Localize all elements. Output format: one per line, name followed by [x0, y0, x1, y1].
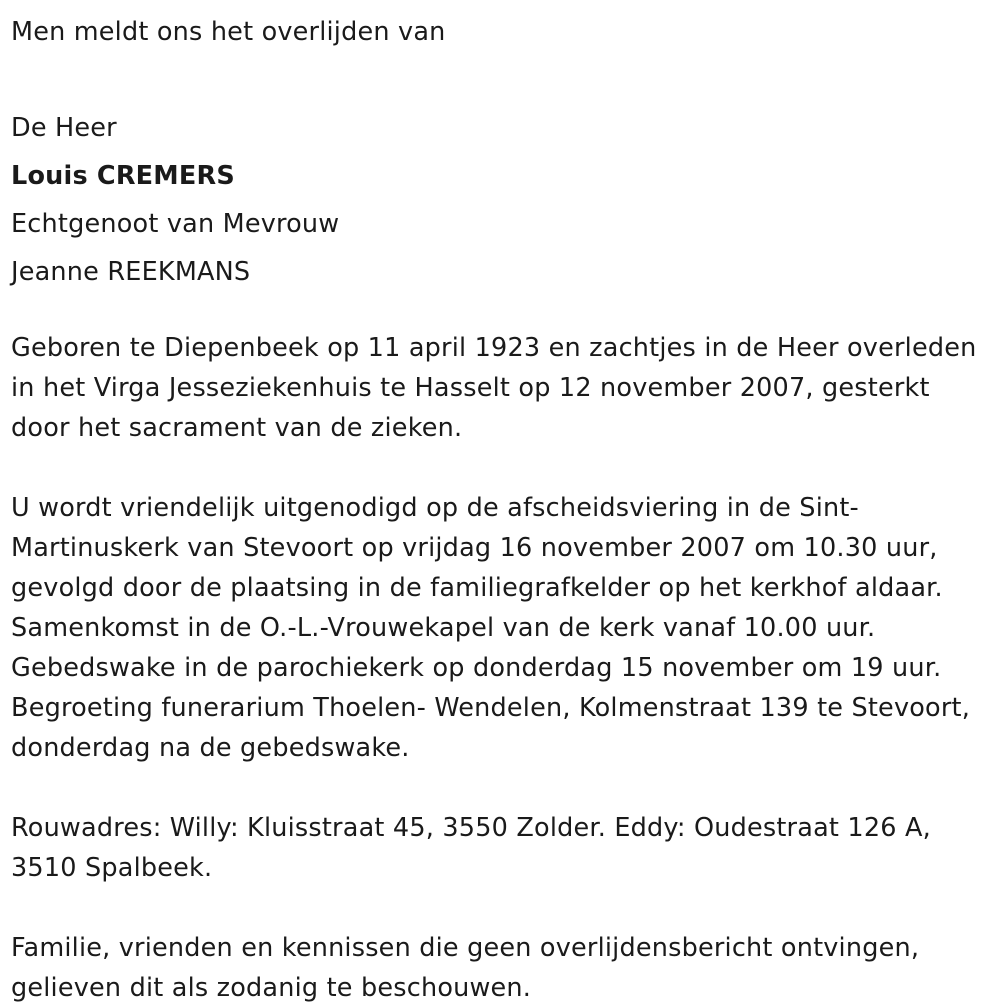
deceased-title: De Heer: [11, 113, 117, 143]
spouse-label: Echtgenoot van Mevrouw: [11, 209, 340, 239]
spacer: [11, 448, 991, 488]
spacer: [11, 56, 991, 104]
ceremony-paragraph: U wordt vriendelijk uitgenodigd op de afscheidsviering in de Sint-Martinuskerk van Stevoort op vrijdag 16 november 2007 om 10.30 uur, gevolgd door de plaatsing in de familiegrafkelder op het kerkhof aldaar. Samenkomst in de O.-L.-Vrouwekapel van de kerk vanaf 10.00 uur. Gebedswake in de parochiekerk op donderdag 15 november om 19 uur. Begroeting funerarium Thoelen- Wendelen, Kolmenstraat 139 te Stevoort, donderdag na de gebedswake.: [11, 493, 971, 763]
death-notice: [11, 8, 991, 1008]
deceased-name: Louis CREMERS: [11, 161, 235, 191]
spacer: [11, 296, 991, 328]
intro-text: Men meldt ons het overlijden van: [11, 17, 446, 47]
spacer: [11, 888, 991, 928]
spacer: [11, 768, 991, 808]
spouse-name: Jeanne REEKMANS: [11, 257, 251, 287]
closing-paragraph: Familie, vrienden en kennissen die geen overlijdensbericht ontvingen, gelieven dit als zodanig te beschouwen.: [11, 933, 920, 1003]
address-paragraph: Rouwadres: Willy: Kluisstraat 45, 3550 Zolder. Eddy: Oudestraat 126 A, 3510 Spalbeek.: [11, 813, 931, 883]
birth-death-paragraph: Geboren te Diepenbeek op 11 april 1923 en zachtjes in de Heer overleden in het Virga Jesseziekenhuis te Hasselt op 12 november 2007, gesterkt door het sacrament van de zieken.: [11, 333, 977, 443]
